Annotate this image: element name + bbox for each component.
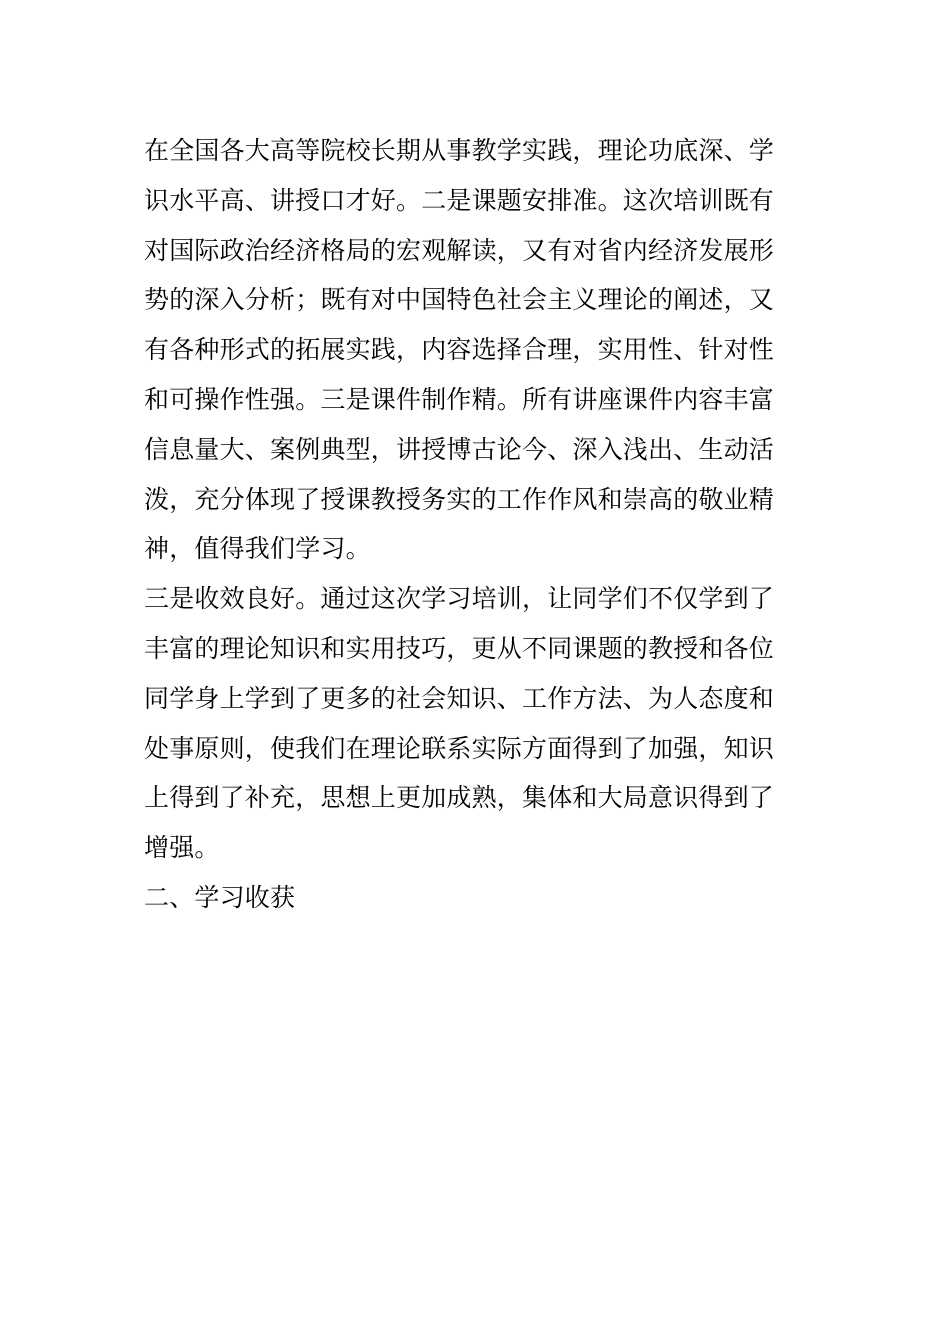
text-line: 丰富的理论知识和实用技巧，更从不同课题的教授和各位 — [144, 633, 775, 663]
section-heading: 二、学习收获 — [144, 882, 296, 912]
text-line: 神，值得我们学习。 — [144, 534, 371, 564]
text-line: 泼，充分体现了授课教授务实的工作作风和崇高的敬业精 — [144, 484, 775, 514]
document-body — [144, 126, 808, 923]
text-line: 对国际政治经济格局的宏观解读，又有对省内经济发展形 — [144, 235, 775, 265]
text-line: 增强。 — [144, 833, 220, 863]
text-line: 在全国各大高等院校长期从事教学实践，理论功底深、学 — [144, 136, 775, 165]
text-line: 和可操作性强。三是课件制作精。所有讲座课件内容丰富 — [144, 384, 775, 414]
text-line: 信息量大、案例典型，讲授博古论今、深入浅出、生动活 — [144, 434, 775, 464]
text-line: 有各种形式的拓展实践，内容选择合理，实用性、针对性 — [144, 335, 775, 365]
text-line: 同学身上学到了更多的社会知识、工作方法、为人态度和 — [144, 683, 775, 713]
text-line: 处事原则，使我们在理论联系实际方面得到了加强，知识 — [144, 733, 775, 763]
text-line: 上得到了补充，思想上更加成熟，集体和大局意识得到了 — [144, 783, 775, 813]
text-line: 识水平高、讲授口才好。二是课题安排准。这次培训既有 — [144, 185, 775, 215]
text-line: 势的深入分析；既有对中国特色社会主义理论的阐述，又 — [144, 285, 775, 315]
text-line: 三是收效良好。通过这次学习培训，让同学们不仅学到了 — [144, 584, 775, 614]
